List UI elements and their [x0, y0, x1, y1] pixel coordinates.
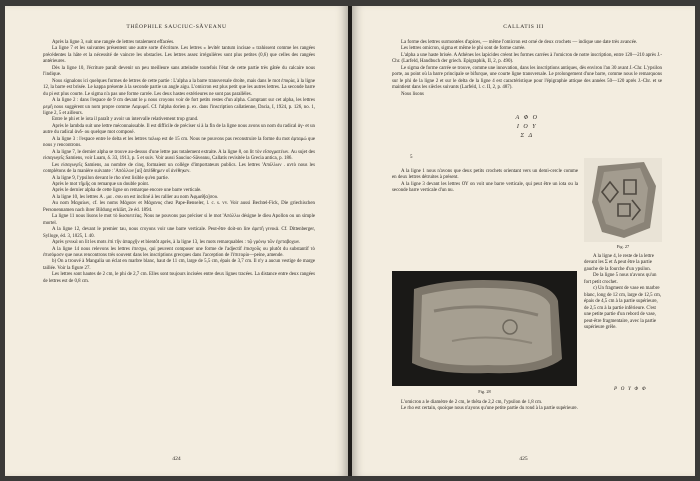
page-number-right: 425 [519, 456, 528, 462]
vase-fragment-image [392, 271, 577, 386]
paragraph: Après γενικά on lit les mots ἐπὶ τῆν ἀπαρχῆν et bientôt après, à la ligne 13, les mots remarquables : τῷ γρόνῳ τῶν ἐχεταβοχων. [52, 240, 301, 246]
paragraph: A la ligne 2 : dans l'espace de 9 cm devant le μ nous croyons voir de fort petits restes d'un alpha. Comptant sur cet alpha, les lettres ρεμῆ nous suggèrent un nom propre comme Λαμυρεῖ. Cf. l'alpha dorien p. ex. dans l'inscription callatienne, Dacia, I, 1924, p. 126, no. 1, ligne 2, 5 et ailleurs. [43, 98, 315, 116]
paragraph: A la ligne 12, devant le premier tau, nous croyons voir une barre verticale. Peut-être doit-on lire ἀρετῆ γενικά. Cf. Dittenberger, Sylloge, éd. 3, 1025, I. 40. [43, 227, 315, 239]
paragraph: De la ligne 5 nous n'avons qu'un fort petit crochet. [584, 273, 657, 285]
paragraph: Les εἰσαγωγεῖς Samiens, au nombre de cinq, formaient un collège d'importateurs publics. Les lettres 'Απόλλων . αντὸ nous les complétons de la manière suivante : 'Απόλλων [αί] ἀπέδθημεν οἳ ἀνέθηκεν. [43, 162, 315, 175]
paragraph: b) On a trouvé à Mangalia un éclat en marbre blanc, haut de 11 cm, large de 5,5 cm, épais de 3,7 cm. Il n'y a aucun vestige de marge taillée. Voir la figure 27. [43, 259, 315, 271]
paragraph: A la ligne 10, les lettres Α . μα . σου on est incliné à les rallier au nom Ἀφμαθ[α]σου. [52, 194, 219, 200]
paragraph: La ligne 11 nous lisons le mot τὸ δωσοειτέας. Nous ne pouvons pas préciser si le mot 'Απόλλω désigne le dieu Apollon ou un simple mortel. [43, 214, 315, 226]
paragraph: Nous lisons [401, 91, 424, 97]
paragraph: Après le mot τῆμῆς on remarque un double point. [52, 181, 150, 187]
marble-fragment-image [584, 158, 662, 242]
paragraph: La ligne 7 et les suivantes présentent une autre sorte d'écriture. Les lettres « levitér tantum incisae » trahissent comme les rangées précédentes la hâte et la nécessité de vaincre les obstacles. Les lettres assez irrégulières sont plus petites (0,6) que celles des rangées antérieures. [43, 46, 315, 65]
figure-27-caption: Fig. 27 [616, 244, 630, 249]
line-number: 5 [410, 155, 413, 160]
paragraph: Nous signalons ici quelques formes de lettres de cette partie : L'alpha a la barre transversale droite, mais dans le mot ἐπορία, à la ligne 12, la barre est brisée. Le kappa présente à la seconde partie un angle aigu. L'omicron est plus petit que les autres lettres. La seconde barre du pi est plus courte. Le sigma n'a pas une forme carrée. Les deux hastes extérieures ne sont pas parallèles. [43, 78, 315, 97]
bottom-text-block [392, 400, 662, 413]
paragraph: Entre le phi et le iota il paraît y avoir un intervalle relativement trop grand. [52, 117, 199, 123]
paragraph: A la ligne 3 devant les lettres ΟΥ on voit une barre verticale, qui peut être un iota ou la seconde barre verticale d'un nu. [392, 181, 578, 194]
paragraph: Après la ligne 3, suit une rangée de lettres totalement effacées. [52, 40, 175, 45]
right-page [352, 6, 695, 476]
paragraph: Les lettres omicron, sigma et même le phi sont de forme carrée. [401, 46, 526, 52]
figure-28-photo [392, 271, 577, 386]
paragraph: Le rho est certain, quoique nous n'ayons qu'une petite partie du rond à la partie supérieure. [401, 406, 578, 412]
open-book [5, 6, 695, 476]
paragraph: A la ligne 9, l'ypsilon devant le rho n'est lisible qu'en partie. [52, 175, 169, 181]
paragraph: Le sigma de forme carrée se trouve, comme une innovation, dans les inscriptions antiques, dès environ l'an 30 avant J.-Chr. L'ypsilon porte, au point où la barre principale se bifurque, une courte ligne transversale. Le prolongement d'une barre, comme nous le remarquons sur le phi de la ligne 2 et sur le delta de la ligne 4 est caractéristique pour l'épigraphie attique des années 50—120 après J.-Chr. et se maintient dans les siècles suivants (Larfeld, l. c. II, 2, p. 487). [392, 65, 662, 91]
paragraph: A la ligne 1 nous n'avons que deux petits crochets orientant vers un demi-cercle comme en deux lettres détruites à présent. [392, 169, 578, 181]
figure-28-caption: Fig. 28 [478, 389, 491, 394]
greek-line: Α Φ Ο [515, 115, 539, 121]
paragraph: Après le dernier alpha de cette ligne on remarque encore une barre verticale. [52, 188, 202, 194]
paragraph: A la ligne 14 nous relevons les lettres ἐπεσχω, qui peuvent composer une forme de l'adjectif ἐπισχοῦς ou plutôt du substantif τὸ ἐπισόμοσν que nous rencontrons très souvent dans les inscriptions grecques dans l'acception de l'ἐπιτορίο—peine, amende. [43, 246, 315, 258]
paragraph: Les lettres sont hautes de 2 cm, le phi de 2,7 cm. Elles sont toujours incisées entre deux lignes tracées. La distance entre deux rangées de lettres est de 0,8 cm. [43, 272, 315, 284]
running-head-left: THÉOPHILE SAUCIUC-SĂVEANU [126, 24, 227, 30]
figure-27-photo [584, 158, 662, 242]
paragraph: Après le lambda suit une lettre méconnaissable. Il est difficile de préciser si à la fin de la ligne nous avons un nom du radical ἁγ- et un autre du radical ἀνδ- ou quelque mot composé. [43, 123, 315, 136]
left-text-column [43, 40, 315, 285]
paragraph: Dès la ligne 10, l'écriture paraît devenir un peu meilleure sans atteindre toutefois l'état de cette partie très gâtée du calcaire nous l'indique. [43, 65, 315, 78]
paragraph: c) Un fragment de vase en marbre blanc, long de 12 cm, large de 12,5 cm, épais de 4,5 cm à la partie supérieure, de 2,5 cm à la partie inférieure. C'est une petite partie d'un rebord de vase, peut-être fragmentaire, avec la partie supérieure grêle. [584, 286, 662, 330]
greek-line: Σ Δ [520, 133, 534, 139]
side-text-block [584, 254, 662, 331]
greek-letters-vase: Ρ Ο Υ Φ Φ [614, 387, 647, 392]
greek-transcription [492, 114, 562, 141]
page-number-left: 424 [172, 456, 181, 462]
paragraph: A la ligne 4, le reste de la lettre devant les Σ et Δ peut être la partie gauche de la fourche d'un ypsilon. [584, 254, 654, 272]
left-page [5, 6, 348, 476]
paragraph: A la ligne 7, le dernier alpha se trouve au-dessus d'une lettre pas totalement extraite. A la ligne 8, on lit τὸν εἴσογματέων. Au sujet des εἰσαγωγεῖς Samiens, voir Luam, δ. 33, 1913, p. 5 et suiv. Voir aussi Sauciuc-Săveanu, Callatis revisitée la Grecia antica, p. 186. [43, 149, 315, 162]
mid-text-block [392, 169, 578, 195]
paragraph: La forme des lettres surmontées d'apices, — même l'omicron est orné de deux crochets — indique une date très avancée. [401, 40, 638, 45]
paragraph: L'omicron a le diamètre de 2 cm, le thêta de 2,2 cm, l'ypsilon de 1,8 cm. [401, 400, 543, 405]
paragraph: A la ligne 3 : l'espace entre le delta et les lettres ταλωρ est de 15 cm. Nous ne pouvons pas reconstruire la forme du mot ἀρταμώ que nous y rencontrons. [43, 136, 315, 149]
paragraph: L'alpha a une haste brisée. A Athènes les lapicides créent les formes carrées à l'omicron de notre inscription, entre 120—210 après J.-Chr. (Larfeld, Handbuch der griech. Epigraphik, II, 2, p. 490). [392, 52, 662, 65]
right-top-text [392, 40, 662, 98]
paragraph: Au nom Μαχαίων, cf. les noms Μάχαον et Μάχανος chez Pape-Benseler, l. c. s. vv. Voir aussi Bechtel-Fick, Die griechischen Personennamen nach ihrer Bildung erklärt, 2e éd. 1894. [43, 201, 315, 213]
running-head-right: CALLATIS III [503, 24, 544, 30]
greek-line: Ι Ο Υ [516, 124, 538, 130]
